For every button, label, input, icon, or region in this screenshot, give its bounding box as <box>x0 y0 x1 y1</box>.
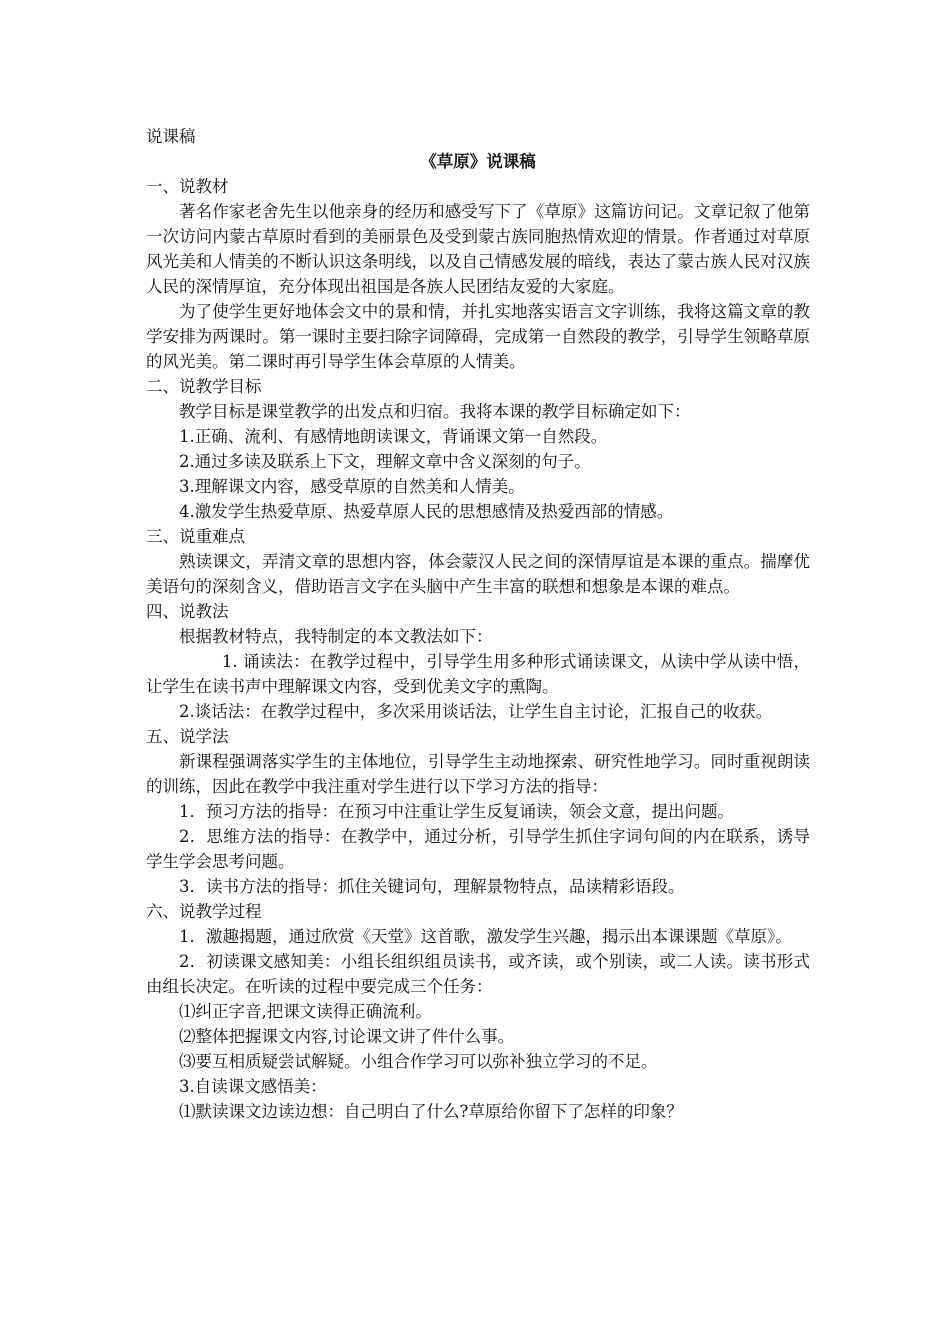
paragraph: 著名作家老舍先生以他亲身的经历和感受写下了《草原》这篇访问记。文章记叙了他第一次访问内蒙古草原时看到的美丽景色及受到蒙古族同胞热情欢迎的情景。作者通过对草原风光美和人情美的不断认识这条明线，以及自己情感发展的暗线，表达了蒙古族人民对汉族人民的深情厚谊，充分体现出祖国是各族人民团结友爱的大家庭。 <box>146 202 810 296</box>
document-page <box>146 124 810 1124</box>
list-item: 3．读书方法的指导：抓住关键词句，理解景物特点，品读精彩语段。 <box>179 877 685 896</box>
doc-title: 《草原》说课稿 <box>420 152 536 171</box>
section-heading: 五、说学法 <box>146 727 229 746</box>
list-item: 1. 诵读法：在教学过程中，引导学生用多种形式诵读课文，从读中学从读中悟，让学生在读书声中理解课文内容，受到优美文字的熏陶。 <box>146 652 810 696</box>
paragraph: 根据教材特点，我特制定的本文教法如下： <box>179 627 493 646</box>
list-item: ⑴默读课文边读边想：自己明白了什么?草原给你留下了怎样的印象？ <box>179 1102 683 1121</box>
paragraph: 为了使学生更好地体会文中的景和情，并扎实地落实语言文字训练，我将这篇文章的教学安排为两课时。第一课时主要扫除字词障碍，完成第一自然段的教学，引导学生领略草原的风光美。第二课时再引导学生体会草原的人情美。 <box>146 302 810 371</box>
section-heading: 一、说教材 <box>146 177 229 196</box>
list-item: 3.理解课文内容，感受草原的自然美和人情美。 <box>179 477 525 496</box>
section-heading: 二、说教学目标 <box>146 377 262 396</box>
doc-label: 说课稿 <box>146 127 196 146</box>
paragraph: 熟读课文，弄清文章的思想内容，体会蒙汉人民之间的深情厚谊是本课的重点。揣摩优美语句的深刻含义，借助语言文字在头脑中产生丰富的联想和想象是本课的难点。 <box>146 552 810 596</box>
list-item: 2.通过多读及联系上下文，理解文章中含义深刻的句子。 <box>179 452 591 471</box>
list-item: 1．激趣揭题，通过欣赏《天堂》这首歌，激发学生兴趣，揭示出本课课题《草原》。 <box>179 927 792 946</box>
list-item: ⑴纠正字音,把课文读得正确流利。 <box>179 1002 432 1021</box>
section-heading: 三、说重难点 <box>146 527 245 546</box>
list-item: 4.激发学生热爱草原、热爱草原人民的思想感情及热爱西部的情感。 <box>179 502 674 521</box>
list-item: ⑶要互相质疑尝试解疑。小组合作学习可以弥补独立学习的不足。 <box>179 1052 658 1071</box>
list-item: 2．思维方法的指导：在教学中，通过分析，引导学生抓住字词句间的内在联系，诱导学生学会思考问题。 <box>146 827 810 871</box>
list-item: 3.自读课文感悟美： <box>179 1077 327 1096</box>
section-heading: 六、说教学过程 <box>146 902 262 921</box>
list-item: 1．预习方法的指导：在预习中注重让学生反复诵读，领会文意，提出问题。 <box>179 802 734 821</box>
section-heading: 四、说教法 <box>146 602 229 621</box>
list-item: 1.正确、流利、有感情地朗读课文，背诵课文第一自然段。 <box>179 427 608 446</box>
list-item: ⑵整体把握课文内容,讨论课文讲了件什么事。 <box>179 1027 515 1046</box>
list-item: 2．初读课文感知美：小组长组织组员读书，或齐读，或个别读，或二人读。读书形式由组长决定。在听读的过程中要完成三个任务： <box>146 952 810 996</box>
paragraph: 新课程强调落实学生的主体地位，引导学生主动地探索、研究性地学习。同时重视朗读的训练，因此在教学中我注重对学生进行以下学习方法的指导： <box>146 752 810 796</box>
list-item: 2.谈话法：在教学过程中，多次采用谈话法，让学生自主讨论，汇报自己的收获。 <box>179 702 773 721</box>
paragraph: 教学目标是课堂教学的出发点和归宿。我将本课的教学目标确定如下： <box>179 402 691 421</box>
